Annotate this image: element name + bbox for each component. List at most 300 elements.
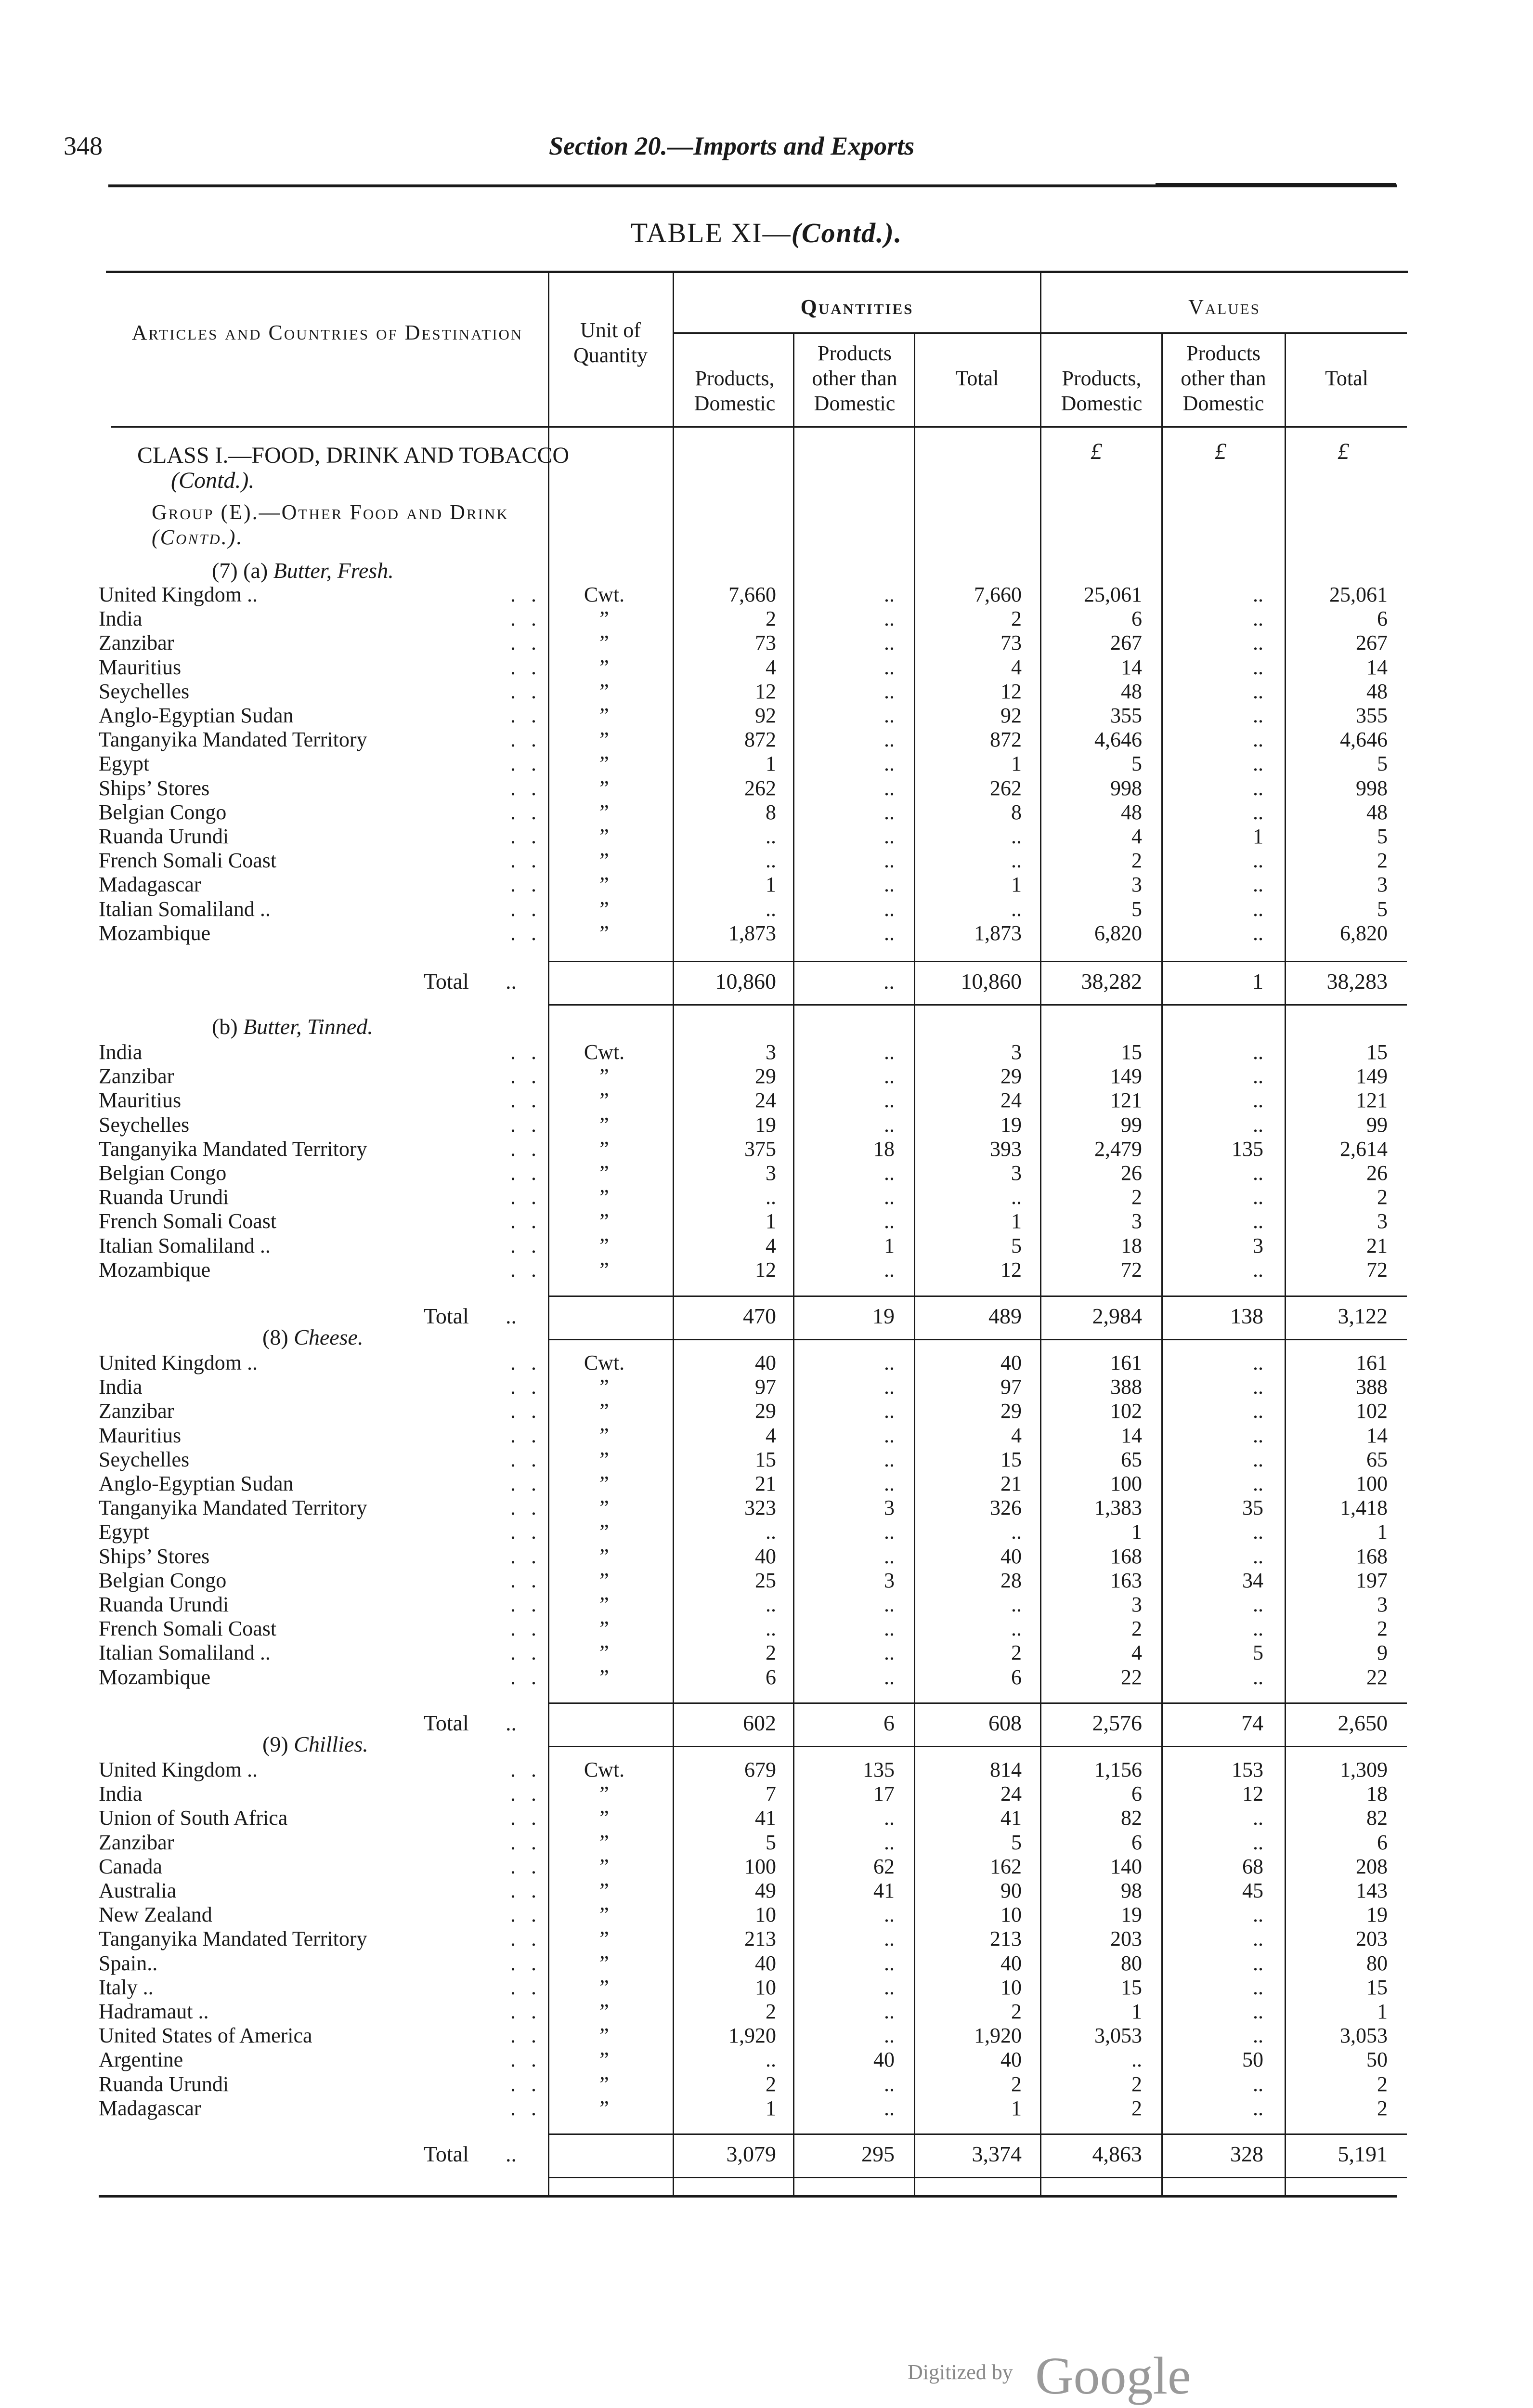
- country-name: Italian Somaliland ..: [99, 1641, 271, 1665]
- value-cell: ..: [1253, 752, 1263, 776]
- value-cell: 4,646: [1094, 728, 1142, 752]
- total-value: 4,863: [1092, 2142, 1142, 2166]
- header-v-other: Products other than Domestic: [1181, 341, 1266, 415]
- table-row: [0, 1088, 1533, 1112]
- value-cell: ..: [884, 1472, 895, 1495]
- leader-dots: ..: [510, 1161, 552, 1185]
- leader-dots: ..: [510, 704, 552, 727]
- value-cell: 4: [766, 655, 776, 679]
- total-row: [0, 2141, 1533, 2167]
- value-cell: ..: [1011, 849, 1022, 873]
- country-name: Belgian Congo: [99, 800, 227, 824]
- value-cell: ..: [884, 849, 895, 873]
- value-cell: ..: [884, 921, 895, 945]
- value-cell: ..: [1253, 1257, 1263, 1282]
- value-cell: ..: [884, 800, 895, 824]
- value-cell: ..: [1253, 1040, 1263, 1064]
- unit-cell: ”: [599, 1903, 609, 1927]
- total-rule: [549, 2177, 1407, 2178]
- value-cell: 1,873: [974, 921, 1022, 945]
- value-cell: ..: [1253, 1351, 1263, 1374]
- total-value: 489: [988, 1304, 1022, 1328]
- value-cell: 19: [1000, 1112, 1022, 1137]
- table-row: [0, 873, 1533, 897]
- value-cell: ..: [1253, 1830, 1263, 1854]
- table-row: [0, 1951, 1533, 1976]
- value-cell: 5: [1377, 824, 1388, 848]
- value-cell: 15: [755, 1447, 776, 1471]
- value-cell: 2: [1131, 849, 1142, 873]
- country-name: United Kingdom ..: [99, 1351, 258, 1374]
- leader-dots: ..: [510, 752, 552, 776]
- value-cell: 2: [1131, 2072, 1142, 2096]
- leader-dots: ..: [510, 631, 552, 655]
- leader-dots: ..: [510, 1593, 552, 1616]
- value-cell: ..: [884, 1161, 895, 1185]
- table-title-contd: (Contd.).: [791, 217, 903, 249]
- value-cell: ..: [884, 2072, 895, 2096]
- value-cell: 102: [1356, 1399, 1388, 1423]
- value-cell: 1: [1011, 752, 1022, 776]
- value-cell: 92: [1000, 704, 1022, 727]
- leader-dots: ..: [510, 728, 552, 752]
- value-cell: 22: [1121, 1665, 1142, 1689]
- value-cell: ..: [1253, 1951, 1263, 1975]
- value-cell: 97: [755, 1375, 776, 1399]
- value-cell: 6,820: [1094, 921, 1142, 945]
- value-cell: 28: [1000, 1568, 1022, 1592]
- unit-cell: ”: [599, 607, 609, 631]
- leader-dots: ..: [510, 2048, 552, 2072]
- value-cell: ..: [884, 1830, 895, 1854]
- value-cell: ..: [1253, 1903, 1263, 1927]
- country-name: French Somali Coast: [99, 1617, 277, 1641]
- leader-dots: ..: [510, 1544, 552, 1568]
- value-cell: 267: [1356, 631, 1388, 655]
- value-cell: 6: [1131, 1782, 1142, 1806]
- unit-cell: ”: [599, 1137, 609, 1161]
- value-cell: 2: [1011, 2000, 1022, 2023]
- value-cell: 50: [1242, 2048, 1263, 2072]
- value-cell: 25,061: [1329, 583, 1388, 606]
- value-cell: 19: [1366, 1903, 1388, 1927]
- country-name: Seychelles: [99, 1112, 190, 1137]
- value-cell: 3: [1377, 873, 1388, 897]
- subsection-title: Chillies.: [294, 1732, 368, 1756]
- unit-cell: ”: [599, 1544, 609, 1568]
- country-name: Zanzibar: [99, 1830, 174, 1854]
- total-value: ..: [883, 969, 895, 994]
- leader-dots: ..: [510, 1520, 552, 1544]
- value-cell: 73: [755, 631, 776, 655]
- unit-cell: ”: [599, 2000, 609, 2023]
- unit-cell: ”: [599, 1927, 609, 1951]
- value-cell: 4: [766, 1233, 776, 1257]
- value-cell: 3,053: [1094, 2024, 1142, 2048]
- value-cell: 18: [1121, 1233, 1142, 1257]
- leader-dots: ..: [510, 921, 552, 945]
- leader-dots: ..: [510, 1806, 552, 1830]
- table-row: [0, 1782, 1533, 1806]
- table-row: [0, 1351, 1533, 1375]
- value-cell: 135: [1232, 1137, 1263, 1161]
- unit-cell: ”: [599, 1854, 609, 1878]
- total-label: Total: [424, 969, 469, 994]
- unit-cell: ”: [599, 1257, 609, 1282]
- value-cell: ..: [1253, 2000, 1263, 2023]
- value-cell: 40: [755, 1351, 776, 1374]
- unit-cell: ”: [599, 1665, 609, 1689]
- total-value: 328: [1230, 2142, 1263, 2166]
- header-values: Values: [1188, 295, 1260, 319]
- value-cell: 100: [1356, 1472, 1388, 1495]
- unit-cell: ”: [599, 800, 609, 824]
- value-cell: ..: [1253, 921, 1263, 945]
- leader-dots: ..: [510, 1112, 552, 1137]
- total-rule: [549, 1339, 1407, 1340]
- value-cell: 213: [744, 1927, 776, 1951]
- value-cell: 1: [884, 1233, 895, 1257]
- value-cell: 262: [990, 776, 1022, 800]
- country-name: Ruanda Urundi: [99, 2072, 229, 2096]
- value-cell: 2: [1011, 607, 1022, 631]
- total-value: 470: [743, 1304, 776, 1328]
- leader-dots: ..: [510, 1854, 552, 1878]
- table-row: [0, 800, 1533, 824]
- value-cell: 5: [1011, 1830, 1022, 1854]
- country-name: Australia: [99, 1879, 177, 1902]
- value-cell: 203: [1356, 1927, 1388, 1951]
- value-cell: 2: [766, 2072, 776, 2096]
- value-cell: 5: [1377, 752, 1388, 776]
- leader-dots: ..: [510, 897, 552, 921]
- value-cell: 72: [1121, 1257, 1142, 1282]
- value-cell: ..: [884, 631, 895, 655]
- unit-cell: ”: [599, 776, 609, 800]
- table-row: [0, 1424, 1533, 1448]
- value-cell: 80: [1121, 1951, 1142, 1975]
- value-cell: ..: [1131, 2048, 1142, 2072]
- unit-cell: Cwt.: [584, 1040, 625, 1064]
- country-name: Egypt: [99, 1520, 150, 1544]
- value-cell: 203: [1110, 1927, 1142, 1951]
- value-cell: ..: [1253, 2024, 1263, 2048]
- table-row: [0, 1185, 1533, 1209]
- value-cell: 6: [766, 1665, 776, 1689]
- value-cell: 99: [1366, 1112, 1388, 1137]
- value-cell: ..: [1253, 1927, 1263, 1951]
- value-cell: 40: [1000, 1351, 1022, 1374]
- value-cell: 2: [1131, 2096, 1142, 2120]
- unit-cell: ”: [599, 1209, 609, 1233]
- unit-cell: ”: [599, 1568, 609, 1592]
- value-cell: ..: [1253, 1472, 1263, 1495]
- value-cell: ..: [1253, 583, 1263, 606]
- value-cell: 35: [1242, 1496, 1263, 1520]
- value-cell: 168: [1356, 1544, 1388, 1568]
- table-row: [0, 2048, 1533, 2072]
- value-cell: 355: [1110, 704, 1142, 727]
- value-cell: 7: [766, 1782, 776, 1806]
- value-cell: ..: [884, 1903, 895, 1927]
- country-name: United States of America: [99, 2024, 312, 2048]
- value-cell: 1,920: [728, 2024, 776, 2048]
- value-cell: 6: [1131, 1830, 1142, 1854]
- value-cell: 3: [1011, 1040, 1022, 1064]
- value-cell: 45: [1242, 1879, 1263, 1902]
- value-cell: 29: [755, 1064, 776, 1088]
- value-cell: 15: [1366, 1975, 1388, 1999]
- value-cell: 7,660: [974, 583, 1022, 606]
- value-cell: 1,156: [1094, 1758, 1142, 1781]
- value-cell: ..: [884, 2000, 895, 2023]
- unit-cell: ”: [599, 1472, 609, 1495]
- value-cell: 48: [1366, 800, 1388, 824]
- value-cell: 872: [744, 728, 776, 752]
- value-cell: ..: [1253, 2096, 1263, 2120]
- value-cell: 2: [1011, 1641, 1022, 1665]
- leader-dots: ..: [510, 1185, 552, 1209]
- unit-cell: Cwt.: [584, 1351, 625, 1374]
- subsection-number: (7) (a): [212, 558, 268, 583]
- value-cell: 2: [766, 1641, 776, 1665]
- value-cell: ..: [766, 849, 776, 873]
- unit-cell: ”: [599, 921, 609, 945]
- leader-dots: ..: [510, 776, 552, 800]
- value-cell: 12: [755, 679, 776, 703]
- value-cell: ..: [884, 655, 895, 679]
- subsection-title: Cheese.: [294, 1325, 364, 1349]
- total-dots: ..: [506, 1711, 517, 1735]
- subsection-heading: [212, 1014, 373, 1039]
- value-cell: 1: [766, 1209, 776, 1233]
- country-name: Tanganyika Mandated Territory: [99, 1927, 367, 1951]
- country-name: Mauritius: [99, 1088, 182, 1112]
- table-row: [0, 1593, 1533, 1617]
- value-cell: ..: [884, 728, 895, 752]
- value-cell: 208: [1356, 1854, 1388, 1878]
- country-name: India: [99, 607, 143, 631]
- value-cell: 48: [1121, 800, 1142, 824]
- header-unit: Unit of Quantity: [573, 318, 648, 367]
- value-cell: 40: [1000, 1544, 1022, 1568]
- value-cell: 4: [1131, 824, 1142, 848]
- header-q-domestic: Products, Domestic: [694, 366, 776, 415]
- leader-dots: ..: [510, 1782, 552, 1806]
- value-cell: 12: [755, 1257, 776, 1282]
- page-number: 348: [64, 131, 103, 160]
- value-cell: 24: [755, 1088, 776, 1112]
- value-cell: 6: [1377, 607, 1388, 631]
- value-cell: 10: [755, 1903, 776, 1927]
- value-cell: ..: [1253, 1185, 1263, 1209]
- value-cell: 26: [1366, 1161, 1388, 1185]
- table-row: [0, 849, 1533, 873]
- total-value: 2,576: [1092, 1711, 1142, 1735]
- value-cell: ..: [884, 1544, 895, 1568]
- unit-cell: ”: [599, 1617, 609, 1641]
- subsection-heading: [262, 1324, 363, 1350]
- value-cell: 24: [1000, 1088, 1022, 1112]
- value-cell: ..: [1011, 1185, 1022, 1209]
- value-cell: 2: [1377, 849, 1388, 873]
- subsection-heading: [212, 558, 394, 583]
- digitized-by-text: Digitized by: [908, 2360, 1013, 2384]
- value-cell: 326: [990, 1496, 1022, 1520]
- value-cell: ..: [884, 1257, 895, 1282]
- table-row: [0, 583, 1533, 607]
- value-cell: ..: [884, 583, 895, 606]
- value-cell: 388: [1110, 1375, 1142, 1399]
- unit-cell: ”: [599, 1496, 609, 1520]
- unit-cell: ”: [599, 1951, 609, 1975]
- value-cell: ..: [1253, 1064, 1263, 1088]
- country-name: Ships’ Stores: [99, 1544, 210, 1568]
- value-cell: ..: [1253, 728, 1263, 752]
- value-cell: ..: [884, 1806, 895, 1830]
- value-cell: 40: [755, 1544, 776, 1568]
- value-cell: 998: [1356, 776, 1388, 800]
- value-cell: 8: [1011, 800, 1022, 824]
- table-row: [0, 607, 1533, 631]
- total-rule: [549, 961, 1407, 962]
- value-cell: 10: [755, 1975, 776, 1999]
- value-cell: ..: [1253, 1112, 1263, 1137]
- value-cell: 21: [755, 1472, 776, 1495]
- table-bottom-rule: [99, 2195, 1397, 2198]
- value-cell: 3: [1253, 1233, 1263, 1257]
- unit-cell: ”: [599, 849, 609, 873]
- total-value: 19: [872, 1304, 895, 1328]
- value-cell: 34: [1242, 1568, 1263, 1592]
- unit-cell: ”: [599, 752, 609, 776]
- value-cell: 6: [1011, 1665, 1022, 1689]
- value-cell: 3: [1131, 873, 1142, 897]
- total-dots: ..: [506, 969, 517, 994]
- value-cell: ..: [766, 897, 776, 921]
- value-cell: 3: [884, 1496, 895, 1520]
- country-name: Zanzibar: [99, 1399, 174, 1423]
- country-name: Tanganyika Mandated Territory: [99, 728, 367, 752]
- value-cell: ..: [884, 1185, 895, 1209]
- country-name: Zanzibar: [99, 1064, 174, 1088]
- value-cell: ..: [766, 1185, 776, 1209]
- unit-cell: ”: [599, 631, 609, 655]
- total-value: 3,374: [972, 2142, 1022, 2166]
- unit-cell: ”: [599, 1830, 609, 1854]
- value-cell: 92: [755, 704, 776, 727]
- value-cell: 149: [1110, 1064, 1142, 1088]
- value-cell: 1: [766, 2096, 776, 2120]
- table-row: [0, 1831, 1533, 1855]
- value-cell: ..: [1253, 1975, 1263, 1999]
- value-cell: 1: [1011, 873, 1022, 897]
- leader-dots: ..: [510, 1209, 552, 1233]
- value-cell: 393: [990, 1137, 1022, 1161]
- table-row: [0, 1903, 1533, 1927]
- value-cell: 2: [1131, 1617, 1142, 1641]
- table-row: [0, 680, 1533, 704]
- value-cell: ..: [884, 1665, 895, 1689]
- value-cell: 1: [1377, 1520, 1388, 1544]
- value-cell: ..: [884, 2096, 895, 2120]
- value-cell: ..: [1253, 655, 1263, 679]
- value-cell: ..: [1253, 1447, 1263, 1471]
- total-rule: [549, 2133, 1407, 2135]
- value-cell: 161: [1356, 1351, 1388, 1374]
- value-cell: 355: [1356, 704, 1388, 727]
- value-cell: 3: [766, 1161, 776, 1185]
- table-title-text: TABLE XI—: [630, 217, 792, 249]
- value-cell: 1,383: [1094, 1496, 1142, 1520]
- leader-dots: ..: [510, 1641, 552, 1665]
- group-heading: Group (E).—Other Food and Drink (Contd.).: [152, 500, 509, 549]
- value-cell: ..: [1253, 1544, 1263, 1568]
- value-cell: 50: [1366, 2048, 1388, 2072]
- value-cell: 5: [1377, 897, 1388, 921]
- value-cell: 1: [766, 752, 776, 776]
- value-cell: 2,479: [1094, 1137, 1142, 1161]
- value-cell: 80: [1366, 1951, 1388, 1975]
- table-row: [0, 2024, 1533, 2048]
- total-value: 74: [1241, 1711, 1263, 1735]
- value-cell: ..: [766, 1520, 776, 1544]
- value-cell: 5: [1131, 897, 1142, 921]
- total-value: 2,650: [1338, 1711, 1388, 1735]
- value-cell: ..: [1253, 1593, 1263, 1616]
- value-cell: ..: [1011, 1617, 1022, 1641]
- table-title: [0, 217, 1533, 249]
- total-value: 3,122: [1338, 1304, 1388, 1328]
- leader-dots: ..: [510, 1665, 552, 1689]
- table-row: [0, 2072, 1533, 2096]
- table-row: [0, 655, 1533, 680]
- value-cell: 1: [1131, 2000, 1142, 2023]
- value-cell: 100: [1110, 1472, 1142, 1495]
- country-name: Canada: [99, 1854, 162, 1878]
- value-cell: 22: [1366, 1665, 1388, 1689]
- value-cell: 163: [1110, 1568, 1142, 1592]
- country-name: Union of South Africa: [99, 1806, 288, 1830]
- value-cell: 1,418: [1340, 1496, 1388, 1520]
- country-name: Seychelles: [99, 679, 190, 703]
- unit-cell: ”: [599, 655, 609, 679]
- value-cell: 213: [990, 1927, 1022, 1951]
- value-cell: ..: [884, 1520, 895, 1544]
- leader-dots: ..: [510, 1351, 552, 1374]
- leader-dots: ..: [510, 1975, 552, 1999]
- leader-dots: ..: [510, 1040, 552, 1064]
- table-row: [0, 1040, 1533, 1064]
- value-cell: ..: [1253, 776, 1263, 800]
- value-cell: ..: [884, 1617, 895, 1641]
- header-rule-thick: [1156, 183, 1396, 187]
- unit-cell: ”: [599, 2096, 609, 2120]
- table-row: [0, 1544, 1533, 1569]
- value-cell: ..: [1253, 849, 1263, 873]
- value-cell: 10: [1000, 1975, 1022, 1999]
- value-cell: ..: [884, 2024, 895, 2048]
- total-value: 295: [861, 2142, 895, 2166]
- unit-cell: ”: [599, 1399, 609, 1423]
- leader-dots: ..: [510, 655, 552, 679]
- value-cell: 5: [1253, 1641, 1263, 1665]
- value-cell: ..: [884, 1641, 895, 1665]
- value-cell: ..: [1253, 897, 1263, 921]
- leader-dots: ..: [510, 2000, 552, 2023]
- table-row: [0, 1520, 1533, 1544]
- value-cell: 4,646: [1340, 728, 1388, 752]
